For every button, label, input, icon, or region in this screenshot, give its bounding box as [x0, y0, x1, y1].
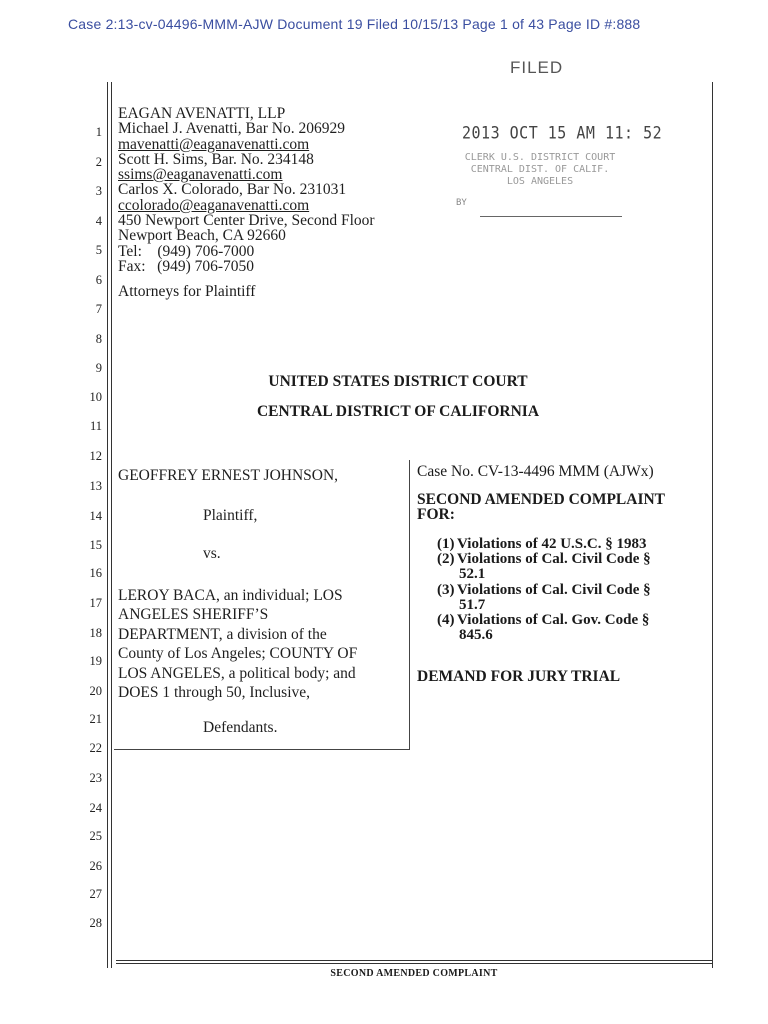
footer-rule-double [116, 963, 712, 964]
line-number: 21 [89, 712, 102, 726]
caption-divider-vertical [409, 460, 410, 750]
stamp-clerk [455, 152, 625, 188]
line-number: 11 [89, 419, 102, 433]
line-number: 15 [89, 538, 102, 552]
ecf-header: Case 2:13-cv-04496-MMM-AJW Document 19 Filed 10/15/13 Page 1 of 43 Page ID #:888 [68, 16, 641, 32]
stamp-clerk-line: CENTRAL DIST. OF CALIF. [470, 164, 610, 175]
attorneys-for: Attorneys for Plaintiff [118, 283, 256, 300]
jury-demand: DEMAND FOR JURY TRIAL [417, 668, 621, 685]
stamp-clerk-line: LOS ANGELES [506, 176, 574, 187]
line-number: 6 [95, 273, 102, 287]
court-name: UNITED STATES DISTRICT COURT [268, 373, 528, 390]
claim-number: (3) [437, 581, 455, 598]
claim-text-cont: 845.6 [459, 627, 493, 644]
line-number: 7 [95, 302, 102, 316]
versus: vs. [203, 545, 221, 562]
line-number: 12 [89, 449, 102, 463]
attorney-line: Carlos X. Colorado, Bar No. 231031 [118, 181, 347, 199]
filed-stamp: FILED [510, 58, 564, 77]
line-number: 13 [89, 479, 102, 493]
defendant-line: County of Los Angeles; COUNTY OF [118, 645, 358, 663]
line-number: 5 [95, 243, 102, 257]
attorney-line: Michael J. Avenatti, Bar No. 206929 [118, 120, 346, 138]
line-number: 9 [95, 361, 102, 375]
plaintiff-role: Plaintiff, [203, 507, 258, 524]
footer-title: SECOND AMENDED COMPLAINT [330, 968, 498, 979]
line-number: 27 [89, 887, 102, 901]
attorney-email-link[interactable]: mavenatti@eaganavenatti.com [118, 135, 310, 153]
claim-number: (1) [437, 536, 455, 552]
case-number: Case No. CV-13-4496 MMM (AJWx) [417, 463, 654, 480]
phone-line: Tel: (949) 706-7000 [118, 242, 255, 260]
line-number: 22 [89, 741, 102, 755]
document-title-line: SECOND AMENDED COMPLAINT [417, 491, 666, 508]
defendant-line: LEROY BACA, an individual; LOS [118, 587, 343, 604]
plaintiff-name: GEOFFREY ERNEST JOHNSON, [118, 467, 339, 484]
claim-item [437, 537, 651, 552]
claim-text: Violations of 42 U.S.C. § 1983 [457, 536, 647, 552]
court-district: CENTRAL DISTRICT OF CALIFORNIA [256, 403, 540, 420]
firm-name: EAGAN AVENATTI, LLP [118, 105, 286, 122]
claim-text: Violations of Cal. Civil Code § [457, 581, 651, 598]
claim-item [437, 552, 651, 582]
claim-item [437, 613, 651, 643]
defendant-line: DOES 1 through 50, Inclusive, [118, 684, 311, 702]
stamp-clerk-line: CLERK U.S. DISTRICT COURT [464, 152, 616, 163]
claim-text-cont: 52.1 [459, 566, 486, 583]
line-number: 24 [89, 801, 102, 815]
line-number: 26 [89, 859, 102, 873]
defendant-line: ANGELES SHERIFF’S [118, 606, 269, 624]
attorney-block [118, 106, 375, 274]
defendants-role: Defendants. [203, 719, 278, 736]
line-number: 4 [95, 214, 102, 228]
line-number: 3 [95, 184, 102, 198]
defendants-block [118, 586, 357, 702]
line-number: 2 [95, 155, 102, 169]
stamp-signature-line [480, 216, 622, 217]
attorney-email-link[interactable]: ssims@eaganavenatti.com [118, 166, 283, 184]
line-number: 17 [89, 596, 102, 610]
footer-rule [116, 960, 712, 961]
line-number: 20 [89, 684, 102, 698]
line-number: 10 [89, 390, 102, 404]
defendant-line: DEPARTMENT, a division of the [118, 625, 327, 643]
line-number: 16 [89, 566, 102, 580]
line-number: 25 [89, 829, 102, 843]
claim-text-cont: 51.7 [459, 596, 486, 613]
stamp-by: BY [456, 198, 467, 208]
line-number: 19 [89, 654, 102, 668]
attorney-line: Scott H. Sims, Bar. No. 234148 [118, 150, 314, 168]
document-title-line: FOR: [417, 506, 455, 523]
left-margin-rule [107, 82, 108, 968]
line-number: 8 [95, 332, 102, 346]
left-margin-rule-inner [111, 82, 112, 968]
defendant-line: LOS ANGELES, a political body; and [118, 664, 356, 682]
claim-text: Violations of Cal. Civil Code § [457, 551, 651, 568]
claim-text: Violations of Cal. Gov. Code § [457, 612, 650, 629]
line-number: 14 [89, 509, 102, 523]
claim-number: (4) [437, 612, 455, 629]
claim-item [437, 583, 651, 613]
attorney-email-link[interactable]: ccolorado@eaganavenatti.com [118, 196, 310, 214]
document-title [417, 492, 665, 522]
address-line: Newport Beach, CA 92660 [118, 227, 286, 245]
address-line: 450 Newport Center Drive, Second Floor [118, 212, 375, 230]
line-number: 1 [95, 125, 102, 139]
line-number: 18 [89, 626, 102, 640]
line-number: 23 [89, 771, 102, 785]
claim-number: (2) [437, 551, 455, 568]
fax-line: Fax: (949) 706-7050 [118, 257, 255, 275]
line-number: 28 [89, 916, 102, 930]
right-margin-rule [712, 82, 713, 968]
stamp-time: 2013 OCT 15 AM 11: 52 [462, 123, 663, 143]
caption-divider-horizontal [114, 749, 410, 750]
claims-list [437, 537, 651, 643]
